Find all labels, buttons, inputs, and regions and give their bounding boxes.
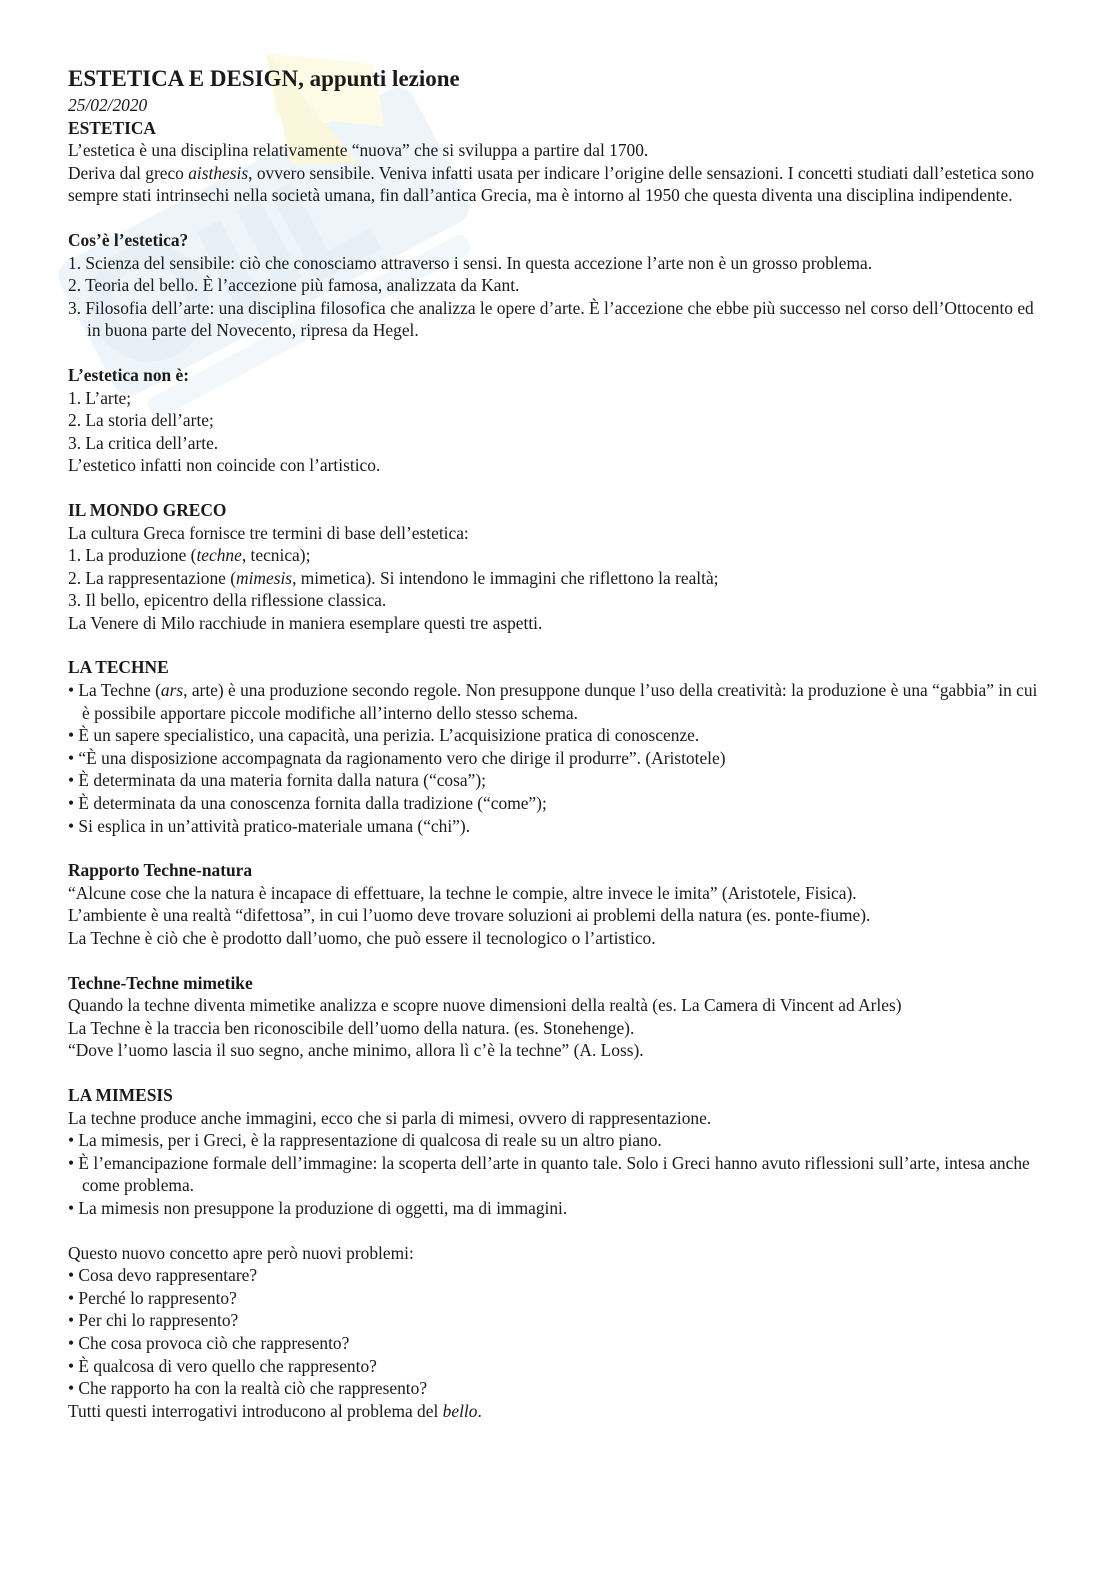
- bullet-item: • Per chi lo rappresento?: [68, 1310, 239, 1331]
- bullet-item: • Cosa devo rappresentare?: [68, 1265, 258, 1286]
- bullet-item: • La mimesis, per i Greci, è la rappresentazione di qualcosa di reale su un altro piano.: [68, 1130, 662, 1151]
- paragraph: Tutti questi interrogativi introducono al problema del bello.: [68, 1400, 482, 1421]
- bullet-item: • È un sapere specialistico, una capacità, una perizia. L’acquisizione pratica di conoscenze.: [68, 725, 700, 746]
- heading-techne: LA TECHNE: [68, 657, 169, 678]
- heading-cose-estetica: Cos’è l’estetica?: [68, 229, 189, 250]
- bullet-item: • “È una disposizione accompagnata da ragionamento vero che dirige il produrre”. (Aristotele): [68, 747, 726, 768]
- paragraph: La Venere di Milo racchiude in maniera esemplare questi tre aspetti.: [68, 612, 543, 633]
- paragraph: Quando la techne diventa mimetike analizza e scopre nuove dimensioni della realtà (es. La Camera di Vincent ad Arles): [68, 995, 902, 1016]
- paragraph: La Techne è la traccia ben riconoscibile dell’uomo della natura. (es. Stonehenge).: [68, 1017, 635, 1038]
- list-item: 1. L’arte;: [68, 387, 132, 408]
- bullet-item: • È determinata da una conoscenza fornita dalla tradizione (“come”);: [68, 793, 547, 814]
- bullet-item: • Che rapporto ha con la realtà ciò che rappresento?: [68, 1378, 428, 1399]
- paragraph: La techne produce anche immagini, ecco che si parla di mimesi, ovvero di rappresentazione.: [68, 1107, 712, 1128]
- paragraph: L’estetica è una disciplina relativamente “nuova” che si sviluppa a partire dal 1700.: [68, 140, 649, 161]
- heading-estetica: ESTETICA: [68, 117, 156, 138]
- paragraph: “Dove l’uomo lascia il suo segno, anche minimo, allora lì c’è la techne” (A. Loss).: [68, 1040, 644, 1061]
- paragraph: Deriva dal greco aisthesis, ovvero sensibile. Veniva infatti usata per indicare l’origine delle sensazioni. I concetti studiati dall’estetica sono sempre stati intrinsechi nella società umana, fin dall’antica Grecia, ma è intorno al 1950 che questa diventa una disciplina indipendente.: [68, 162, 1035, 206]
- list-item: 1. La produzione (techne, tecnica);: [68, 545, 311, 566]
- document-page: [68, 64, 1048, 1422]
- heading-mimesis: LA MIMESIS: [68, 1084, 173, 1105]
- bullet-item: • La Techne (ars, arte) è una produzione secondo regole. Non presuppone dunque l’uso della creatività: la produzione è una “gabbia” in cui è possibile apportare piccole modifiche all’interno dello stesso schema.: [68, 680, 1038, 723]
- bullet-item: • È determinata da una materia fornita dalla natura (“cosa”);: [68, 770, 486, 791]
- document-title: ESTETICA E DESIGN, appunti lezione: [68, 66, 460, 91]
- bullet-item: • Si esplica in un’attività pratico-materiale umana (“chi”).: [68, 815, 471, 836]
- lecture-date: 25/02/2020: [68, 95, 148, 115]
- list-item: 1. Scienza del sensibile: ciò che conosciamo attraverso i sensi. In questa accezione l’arte non è un grosso problema.: [68, 252, 873, 273]
- bullet-item: • La mimesis non presuppone la produzione di oggetti, ma di immagini.: [68, 1197, 568, 1218]
- bullet-item: • Che cosa provoca ciò che rappresento?: [68, 1332, 350, 1353]
- list-item: 2. Teoria del bello. È l’accezione più famosa, analizzata da Kant.: [68, 275, 520, 296]
- heading-estetica-non-e: L’estetica non è:: [68, 364, 190, 385]
- bullet-item: • Perché lo rappresento?: [68, 1287, 237, 1308]
- heading-mondo-greco: IL MONDO GRECO: [68, 499, 227, 520]
- paragraph: “Alcune cose che la natura è incapace di effettuare, la techne le compie, altre invece le imita” (Aristotele, Fisica).: [68, 882, 857, 903]
- heading-techne-mimetike: Techne-Techne mimetike: [68, 972, 253, 993]
- list-item: 2. La storia dell’arte;: [68, 410, 214, 431]
- paragraph: L’estetico infatti non coincide con l’artistico.: [68, 455, 381, 476]
- paragraph: Questo nuovo concetto apre però nuovi problemi:: [68, 1242, 414, 1263]
- bullet-item: • È qualcosa di vero quello che rappresento?: [68, 1355, 377, 1376]
- list-item: 2. La rappresentazione (mimesis, mimetica). Si intendono le immagini che riflettono la realtà;: [68, 567, 719, 588]
- list-item: 3. Filosofia dell’arte: una disciplina filosofica che analizza le opere d’arte. È l’accezione che ebbe più successo nel corso dell’Ottocento ed in buona parte del Novecento, ripresa da Hegel.: [68, 297, 1034, 341]
- list-item: 3. La critica dell’arte.: [68, 432, 219, 453]
- paragraph: L’ambiente è una realtà “difettosa”, in cui l’uomo deve trovare soluzioni ai problemi della natura (es. ponte-fiume).: [68, 905, 871, 926]
- list-item: 3. Il bello, epicentro della riflessione classica.: [68, 590, 387, 611]
- bullet-item: • È l’emancipazione formale dell’immagine: la scoperta dell’arte in quanto tale. Solo i Greci hanno avuto riflessioni sull’arte, intesa anche come problema.: [68, 1152, 1030, 1196]
- paragraph: La Techne è ciò che è prodotto dall’uomo, che può essere il tecnologico o l’artistico.: [68, 928, 656, 948]
- heading-rapporto-techne-natura: Rapporto Techne-natura: [68, 860, 253, 881]
- paragraph: La cultura Greca fornisce tre termini di base dell’estetica:: [68, 522, 469, 543]
